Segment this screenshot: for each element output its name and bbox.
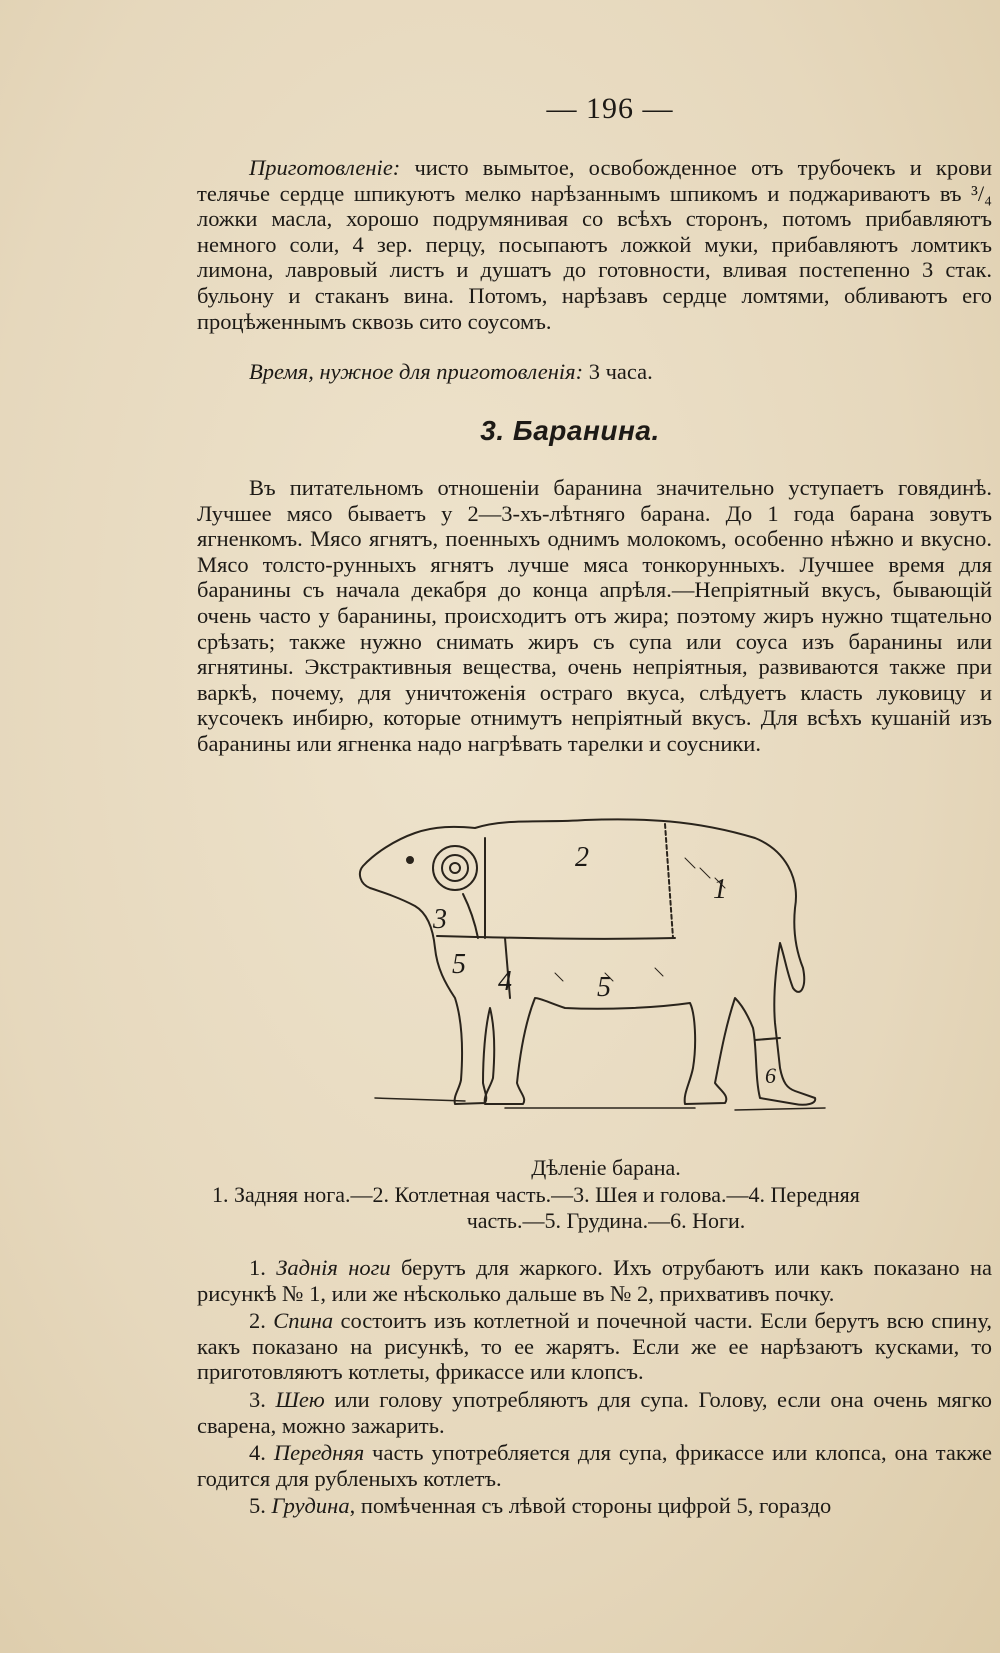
cut-line-belly (437, 936, 675, 939)
mutton-block (197, 475, 992, 757)
cut-number: 1. (249, 1255, 277, 1280)
ram-cuts-illustration (355, 798, 845, 1143)
cut-text: берутъ для жаркого. Ихъ отрубаютъ или какъ показано на рисункѣ № 1, или же нѣсколько дальше въ № 2, прихвативъ почку. (197, 1255, 993, 1306)
cut-name: Передняя (273, 1440, 365, 1466)
cut-item (197, 1493, 992, 1519)
cuts-list (197, 1255, 992, 1521)
preparation-block (197, 155, 992, 334)
cut-item (197, 1308, 992, 1385)
cut-text: , помѣченная съ лѣвой стороны цифрой 5, гораздо (349, 1493, 832, 1519)
time-label: Время, нужное для приготовленія: (249, 359, 584, 384)
cut-line-loin (665, 824, 673, 938)
figure-caption-line2: часть.—5. Грудина.—6. Ноги. (466, 1208, 746, 1233)
ram-drawing (355, 798, 845, 1143)
cut-item (197, 1255, 992, 1306)
time-text: 3 часа. (583, 359, 653, 384)
page-number: — 196 — (546, 92, 674, 125)
cut-number: 2. (249, 1308, 274, 1334)
cut-label-6: 6 (765, 1063, 776, 1088)
cut-text: часть употребляется для супа, фрикассе или клопса, она также годится для рубленыхъ котлетъ. (197, 1440, 993, 1491)
time-block (197, 359, 992, 385)
cut-text: или голову употребляютъ для супа. Голову, если она очень мягко сварена, можно зажарить. (197, 1386, 993, 1438)
cut-name: Шею (275, 1386, 325, 1412)
cut-label-4: 4 (498, 966, 512, 997)
cut-text: состоитъ изъ котлетной и почечной части. Если берутъ всю спину, какъ показано на рисункѣ, то ее жарятъ. Если же ее нарѣзаютъ кусками, то приготовляютъ котлеты, фрикассе или клопсъ. (197, 1308, 992, 1385)
preparation-text: чисто вымытое, освобожденное отъ трубочекъ и крови телячье сердце шпикуютъ мелко нарѣзаннымъ шпикомъ и поджариваютъ въ ³/₄ ложки масла, хорошо подрумянивая со всѣхъ сторонъ, потомъ прибавляютъ немного соли, 4 зер. перцу, посыпаютъ ложкой муки, прибавляютъ ломтикъ лимона, лавровый листъ и душатъ до готовности, вливая постепенно 3 стак. бульону и стаканъ вина. Потомъ, нарѣзавъ сердце ломтями, обливаютъ его процѣженнымъ сквозь сито соусомъ. (197, 155, 992, 334)
preparation-paragraph (197, 155, 992, 334)
cut-name: Спина (273, 1308, 334, 1334)
cut-label-2: 2 (575, 842, 589, 873)
cut-label-3: 3 (433, 904, 447, 935)
cut-label-5-belly: 5 (597, 972, 611, 1003)
preparation-label: Приготовленіе: (249, 155, 401, 180)
mutton-paragraph: Въ питательномъ отношеніи баранина значительно уступаетъ говядинѣ. Лучшее мясо бываетъ у 2—3-хъ-лѣтняго барана. До 1 года барана зовутъ ягненкомъ. Мясо ягнятъ, поенныхъ однимъ молокомъ, особенно нѣжно и вкусно. Мясо толсто-рунныхъ ягнятъ лучше мяса тонкорунныхъ. Лучшее время для баранины съ начала декабря до конца апрѣля.—Непріятный вкусъ, бывающій очень часто у баранины, происходитъ отъ жира; поэтому жиръ нужно тщательно срѣзать; также нужно снимать жиръ съ супа или соуса изъ баранины или ягнятины. Экстрактивныя вещества, очень непріятныя, развиваются также при варкѣ, почему, для уничтоженія остраго вкуса, слѣдуетъ класть луковицу и кусочекъ инбирю, которые отнимутъ непріятный вкусъ. Для всѣхъ кушаній изъ баранины или ягненка надо нагрѣвать тарелки и соусники. (197, 475, 992, 756)
cut-number: 5. (249, 1493, 272, 1519)
cut-number: 4. (249, 1440, 274, 1466)
ram-eye (407, 857, 413, 863)
cut-item (197, 1387, 992, 1438)
section-heading: 3. Баранина. (480, 415, 660, 446)
cut-item (197, 1440, 992, 1491)
figure-caption-line1: 1. Задняя нога.—2. Котлетная часть.—3. Шея и голова.—4. Передняя (212, 1182, 860, 1207)
cut-name: Заднія ноги (276, 1255, 391, 1280)
cut-label-5-breast: 5 (452, 949, 466, 980)
cut-line-neck (463, 894, 478, 938)
cut-label-1: 1 (713, 874, 727, 905)
cut-number: 3. (249, 1386, 276, 1412)
figure-caption-title: Дѣленіе барана. (531, 1155, 681, 1180)
ground-line (375, 1098, 825, 1110)
cut-name: Грудина (271, 1493, 350, 1519)
time-paragraph (197, 359, 992, 385)
ram-horn (433, 846, 477, 890)
